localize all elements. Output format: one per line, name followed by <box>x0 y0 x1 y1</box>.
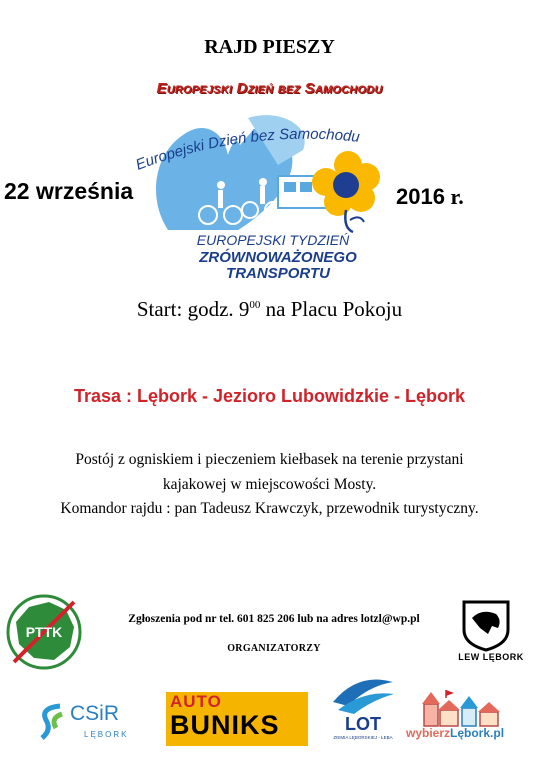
logo-arc-text: Europejski Dzień bez Samochodu <box>133 125 361 174</box>
flower-icon <box>312 151 380 232</box>
organizers-label: ORGANIZATORZY <box>227 643 321 654</box>
logo-line3: TRANSPORTU <box>226 265 330 280</box>
wybierz-part2: Lębork <box>450 726 491 740</box>
mobility-week-logo <box>128 110 418 280</box>
csir-logo <box>38 700 148 744</box>
wybierz-lebork-logo <box>406 688 534 748</box>
start-place: na Placu Pokoju <box>265 297 403 321</box>
poster-subtitle: Europejski Dzień bez Samochodu <box>156 80 383 97</box>
lot-logo <box>328 672 398 742</box>
csir-text: CSiR <box>70 702 120 725</box>
auto-buniks-logo <box>166 692 308 746</box>
route-text: Trasa : Lębork - Jezioro Lubowidzkie - Lębork <box>73 386 466 406</box>
wybierz-part3: .pl <box>490 726 505 740</box>
lew-lebork-logo <box>452 598 532 662</box>
poster-title: RAJD PIESZY <box>204 36 335 58</box>
logo-line2: ZRÓWNOWAŻONEGO <box>199 249 357 266</box>
description-line2: kajakowej w miejscowości Mosty. <box>162 476 377 493</box>
lot-subtext: ZIEMIA LĘBORSKIEJ - ŁEBA <box>333 735 393 740</box>
year-value: 2016 <box>396 184 445 209</box>
start-minutes: 00 <box>249 299 261 311</box>
auto-text: AUTO <box>170 692 222 711</box>
buniks-text: BUNIKS <box>170 710 280 740</box>
pttk-text: PTTK <box>25 624 63 640</box>
year-suffix: r. <box>450 184 464 209</box>
csir-swirl-icon <box>38 702 66 742</box>
town-skyline-icon <box>406 688 534 728</box>
start-prefix: Start: godz. 9 <box>136 297 250 321</box>
wybierz-part1: wybierz <box>406 726 451 740</box>
pttk-logo <box>4 592 88 672</box>
logo-line1: EUROPEJSKI TYDZIEŃ <box>196 232 350 248</box>
wybierz-text <box>406 726 504 740</box>
description-line1: Postój z ogniskiem i pieczeniem kiełbasek na terenie przystani <box>75 451 464 468</box>
lew-lebork-text: LEW LĘBORK <box>458 652 524 662</box>
description-line3: Komandor rajdu : pan Tadeusz Krawczyk, przewodnik turystyczny. <box>60 500 479 517</box>
event-date: 22 września <box>4 178 134 204</box>
lot-text: LOT <box>345 714 381 734</box>
start-info <box>0 297 539 322</box>
csir-subtext: LĘBORK <box>84 730 129 739</box>
mobility-week-logo-graphic <box>128 110 418 280</box>
contact-info: Zgłoszenia pod nr tel. 601 825 206 lub na adres lotzl@wp.pl <box>128 613 420 625</box>
